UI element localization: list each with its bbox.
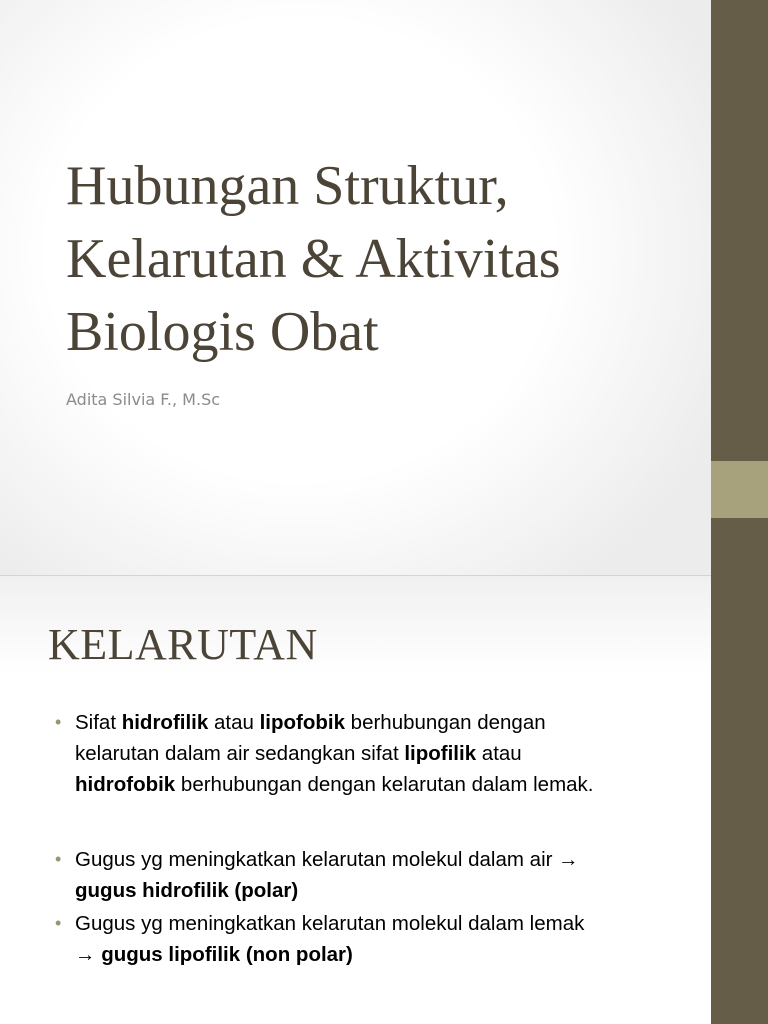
title-line: Kelarutan & Aktivitas <box>66 228 561 290</box>
bullet-item <box>55 844 685 906</box>
text-run: berhubungan dengan <box>344 711 546 734</box>
bullet-text <box>55 908 685 970</box>
title-line: Biologis Obat <box>66 301 379 363</box>
text-run: Gugus yg meningkatkan kelarutan molekul dalam air <box>75 848 559 871</box>
text-run: berhubungan dengan kelarutan dalam lemak. <box>175 773 594 796</box>
arrow-right-icon: → <box>558 848 579 871</box>
term-lipofilik-nonpolar: gugus lipofilik (non polar) <box>95 943 353 966</box>
term-lipofilik: lipofilik <box>404 742 477 765</box>
bullet-dot-icon: • <box>55 849 62 869</box>
term-hidrofilik-polar: gugus hidrofilik (polar) <box>75 879 299 902</box>
title-line: Hubungan Struktur, <box>66 155 509 217</box>
term-hidrofobik: hidrofobik <box>75 773 176 796</box>
sidebar-accent-block <box>711 461 768 518</box>
bullet-item <box>55 908 685 970</box>
bullet-item <box>55 707 685 800</box>
bullet-dot-icon: • <box>55 913 62 933</box>
text-run: atau <box>208 711 260 734</box>
text-run: kelarutan dalam air sedangkan sifat <box>75 742 405 765</box>
text-run: atau <box>476 742 522 765</box>
term-hidrofilik: hidrofilik <box>121 711 209 734</box>
slide-heading: KELARUTAN <box>48 620 318 669</box>
text-run: Gugus yg meningkatkan kelarutan molekul dalam lemak <box>75 912 585 935</box>
text-run: Sifat <box>75 711 122 734</box>
bullet-dot-icon: • <box>55 712 62 732</box>
bullet-text <box>55 707 685 800</box>
term-lipofobik: lipofobik <box>259 711 345 734</box>
arrow-right-icon: → <box>75 943 96 966</box>
slide-subtitle: Adita Silvia F., M.Sc <box>66 390 221 409</box>
bullet-text <box>55 844 685 906</box>
